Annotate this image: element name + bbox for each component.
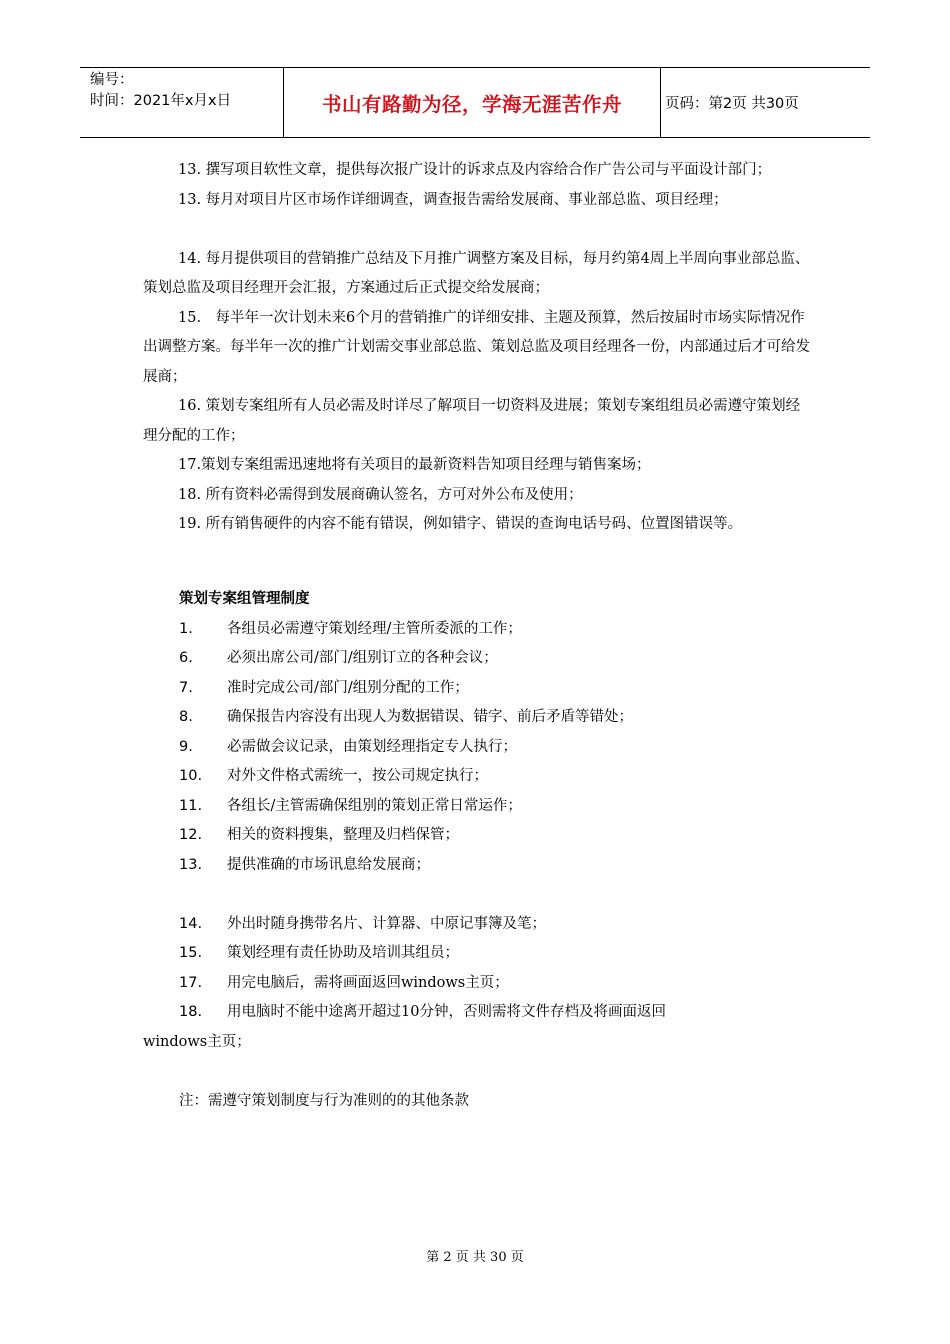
time-label: 时间：2021年x月x日 [90,93,232,109]
rule-number: 12. [179,827,203,843]
rule-number: 1. [179,620,193,637]
paragraph-19: 19. 所有销售硬件的内容不能有错误，例如错字、错误的查询电话号码、位置图错误等。 [178,516,743,532]
rule-number: 14. [179,915,203,932]
rule-number: 8. [179,709,193,725]
paragraph-13b: 13. 每月对项目片区市场作详细调查，调查报告需给发展商、事业部总监、项目经理； [178,191,728,208]
header-meta [80,68,283,137]
rule-item [143,851,813,881]
section-title: 策划专案组管理制度 [179,591,310,607]
rule-text: 必需做会议记录，由策划经理指定专人执行； [227,738,517,755]
rule-text: 确保报告内容没有出现人为数据错误、错字、前后矛盾等错处； [227,709,633,725]
footnote: 注：需遵守策划制度与行为准则的的其他条款 [179,1092,469,1109]
rule-text: 用电脑时不能中途离开超过10分钟，否则需将文件存档及将画面返回 [227,1004,666,1020]
paragraph-17: 17.策划专案组需迅速地将有关项目的最新资料告知项目经理与销售案场； [178,457,651,473]
blank-line [143,540,813,570]
rule-18-continuation: windows主页； [143,1033,251,1050]
rule-item [143,615,813,645]
header-page-info: 页码：第2页 共30页 [665,96,799,112]
rule-text: 外出时随身携带名片、计算器、中原记事簿及笔； [227,915,546,932]
rule-item [143,733,813,763]
rule-text: 策划经理有责任协助及培训其组员； [227,945,459,961]
blank-line [143,215,813,245]
rule-item [143,762,813,792]
rule-text: 对外文件格式需统一，按公司规定执行； [227,768,488,784]
rule-item [143,792,813,822]
rule-text: 相关的资料搜集，整理及归档保管； [227,827,459,843]
rule-text: 用完电脑后，需将画面返回windows主页； [227,974,509,991]
rule-number: 18. [179,1004,203,1020]
blank-line [143,1057,813,1087]
rule-number: 6. [179,650,193,666]
number-label: 编号： [90,72,134,88]
rule-item [143,674,813,704]
blank-line [143,880,813,910]
paragraph-16: 16. 策划专案组所有人员必需及时详尽了解项目一切资料及进展；策划专案组组员必需遵守策划经理分配的工作； [143,398,801,444]
rule-number: 17. [179,974,203,991]
rule-number: 7. [179,679,193,696]
document-body [143,156,813,1116]
paragraph-18: 18. 所有资料必需得到发展商确认签名，方可对外公布及使用； [178,486,583,503]
rule-number: 11. [179,797,203,814]
rule-number: 15. [179,945,203,961]
rule-item [143,910,813,940]
paragraph-13a: 13. 撰写项目软性文章，提供每次报广设计的诉求点及内容给合作广告公司与平面设计部门； [178,162,772,178]
paragraph-14: 14. 每月提供项目的营销推广总结及下月推广调整方案及目标，每月约第4周上半周向事业部总监、策划总监及项目经理开会汇报，方案通过后正式提交给发展商； [143,250,810,296]
rule-item [143,644,813,674]
rule-text: 必须出席公司/部门/组别订立的各种会议； [227,650,498,666]
header-motto: 书山有路勤为径，学海无涯苦作舟 [283,68,661,137]
rule-number: 9. [179,738,193,755]
rule-number: 10. [179,768,203,784]
rule-item [143,939,813,969]
rule-item [143,703,813,733]
rule-number: 13. [179,856,203,873]
rule-item [143,821,813,851]
rule-item [143,969,813,999]
page-header [80,67,870,138]
rule-text: 准时完成公司/部门/组别分配的工作； [227,679,469,696]
rule-text: 提供准确的市场讯息给发展商； [227,856,430,873]
paragraph-15: 15. 每半年一次计划未来6个月的营销推广的详细安排、主题及预算，然后按届时市场实际情况作出调整方案。每半年一次的推广计划需交事业部总监、策划总监及项目经理各一份，内部通过后才可给发展商； [143,309,810,385]
page-footer: 第 2 页 共 30 页 [426,1250,524,1265]
rule-item [143,998,813,1028]
rule-text: 各组员必需遵守策划经理/主管所委派的工作； [227,620,522,637]
rule-text: 各组长/主管需确保组别的策划正常日常运作； [227,797,522,814]
blank-line [143,569,813,585]
